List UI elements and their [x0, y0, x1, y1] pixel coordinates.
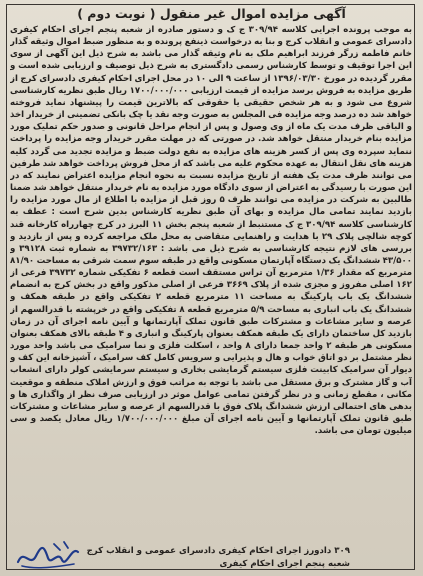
notice-title: آگهی مزایده اموال غیر منقول ( نوبت دوم ): [77, 6, 346, 21]
department-line: شعبه پنجم اجرای احکام کیفری: [219, 558, 350, 569]
signature-flourish: [22, 564, 74, 568]
signature-mark: [54, 542, 68, 550]
case-signatory-line: ۳۰۹ دادورز اجرای احکام کیفری دادسرای عمومی و انقلاب کرج: [86, 546, 350, 556]
handwritten-signature: [14, 538, 82, 572]
signature-stroke: [18, 548, 78, 562]
notice-body: به موجب پرونده اجرایی کلاسه ۳۰۹/۹۴ ج ک و دستور صادره از شعبه پنجم اجرای احکام کیفری دادسرای عمومی و انقلاب کرج و بنا به درخواست ذینفع پرونده و به منظور ضبط اموال وثیقه گذار خانم فاطمه زرگر فرزند ابراهیم ملک به نام وثیقه گذار می باشد به شرح ذیل این آگهی از سوی این اجرا توقیف و توسط کارشناس رسمی دادگستری به شرح ذیل توصیف و ارزیابی شده است و مقرر گردیده در مورخ ۱۳۹۶/۰۳/۳۰ از ساعت ۹ الی ۱۰ در محل اجرای احکام کیفری دادسرای کرج از طریق مزایده به فروش برسد مزایده از قیمت ارزیابی ۱۷۰۰/۰۰۰/۰۰۰ ریال طبق نظریه کارشناسی شروع می شود و به هر شخص حقیقی یا حقوقی که بالاترین قیمت را پیشنهاد نماید فروخته خواهد شد ده درصد وجه مزایده فی المجلس به صورت وجه نقد یا چک بانکی تضمینی از خریدار اخذ و الباقی ظرف مدت یک ماه از وی وصول و پس از انجام مراحل قانونی و صدور حکم تملیک مورد مزایده بنام خریدار منتقل خواهد شد. در صورتی که در مهلت مقرر خریدار وجه مزایده را پرداخت ننماید سپرده وی پس از کسر هزینه های مزایده به نفع دولت ضبط و مزایده تجدید می گردد کلیه هزینه های نقل انتقال به عهده محکوم علیه می باشد که از محل فروش پرداخت خواهد شد طرفین می توانند ظرف مدت یک هفته از تاریخ مزایده نسبت به نحوه انجام مزایده اعتراض نمایند که در این صورت با رسیدگی به اعتراض از سوی دادگاه مورد مزایده به نام خریدار منتقل خواهد شد ضمنا طالبین به شرکت در مزایده می توانند ظرف ۵ روز قبل از مزایده با اطلاع از مال مورد مزایده را بازدید نمایند تمامی مال مزایده و بهای آن طبق نظریه کارشناس بدین شرح است : عطف به کارشناسی کلاسه ۳۰۹/۹۴ ج ک مستنبط از شعبه پنجم بخش ۱۱ البرز در کرج چهارراه کارخانه قند کوچه شالچی پلاک ۲۹ با هدایت و راهنمایی متقاضی به محل ملک مراجعه کرده و پس از بازدید و بررسی های لازم نتیجه کارشناسی به شرح ذیل می باشد : ۳۹۷۳۲/۱۶۳ به شماره ثبت ۳۹۱۲۸ و ۴۳/۵۰۰ ششدانگ یک دستگاه آپارتمان مسکونی واقع در طبقه سوم سمت شرقی به مساحت ۸۱/۹۰ مترمربع که مقدار ۱/۳۶ مترمربع آن تراس مستقف است قطعه ۶ تفکیکی شماره ۳۹۷۳۲ فرعی از ۱۶۲ اصلی مفروز و مجزی شده از پلاک ۳۶۶۹ فرعی از اصلی مذکور واقع در بخش کرج به انضمام ششدانگ یک باب پارکینگ به مساحت ۱۱ مترمربع قطعه ۲ تفکیکی واقع در طبقه همکف و ششدانگ یک باب انباری به مساحت ۵/۹ مترمربع قطعه ۸ تفکیکی واقع در خرپشته با قدرالسهم از عرصه و سایر مشاعات و مشترکات طبق قانون تملک آپارتمانها و آیین نامه اجرای آن در زمان بازدید کل ساختمان دارای یک طبقه همکف بعنوان پارکینگ و انباری و ۴ طبقه بالای همکف بعنوان مسکونی هر طبقه ۲ واحد جمعا دارای ۸ واحد ، اسکلت فلزی و نما سرامیک می باشد واحد مورد نظر مشتمل بر دو اتاق خواب و هال و پذیرایی و سرویس کامل کف سرامیک ، آشپزخانه این کف و دیوار آن سرامیک کابینت فلزی سیستم گرمایشی بخاری و سیستم سرمایشی کولر دارای انشعاب آب و گاز مشترک و برق مستقل می باشد با توجه به مراتب فوق و ارزش املاک منطقه و موقعیت مکانی ، مقطع زمانی و در نظر گرفتن تمامی عوامل موثر در ارزیابی صرف نظر از واگذاری ها و بدهی های احتمالی ارزش ششدانگ پلاک فوق با قدرالسهم از عرصه و سایر مشاعات و مشترکات طبق قانون تملک آپارتمانها و آیین نامه اجرای آن مبلغ ۱/۷۰۰/۰۰۰/۰۰۰ ریال معادل یکصد و سی میلیون تومان می باشد.: [10, 25, 412, 437]
